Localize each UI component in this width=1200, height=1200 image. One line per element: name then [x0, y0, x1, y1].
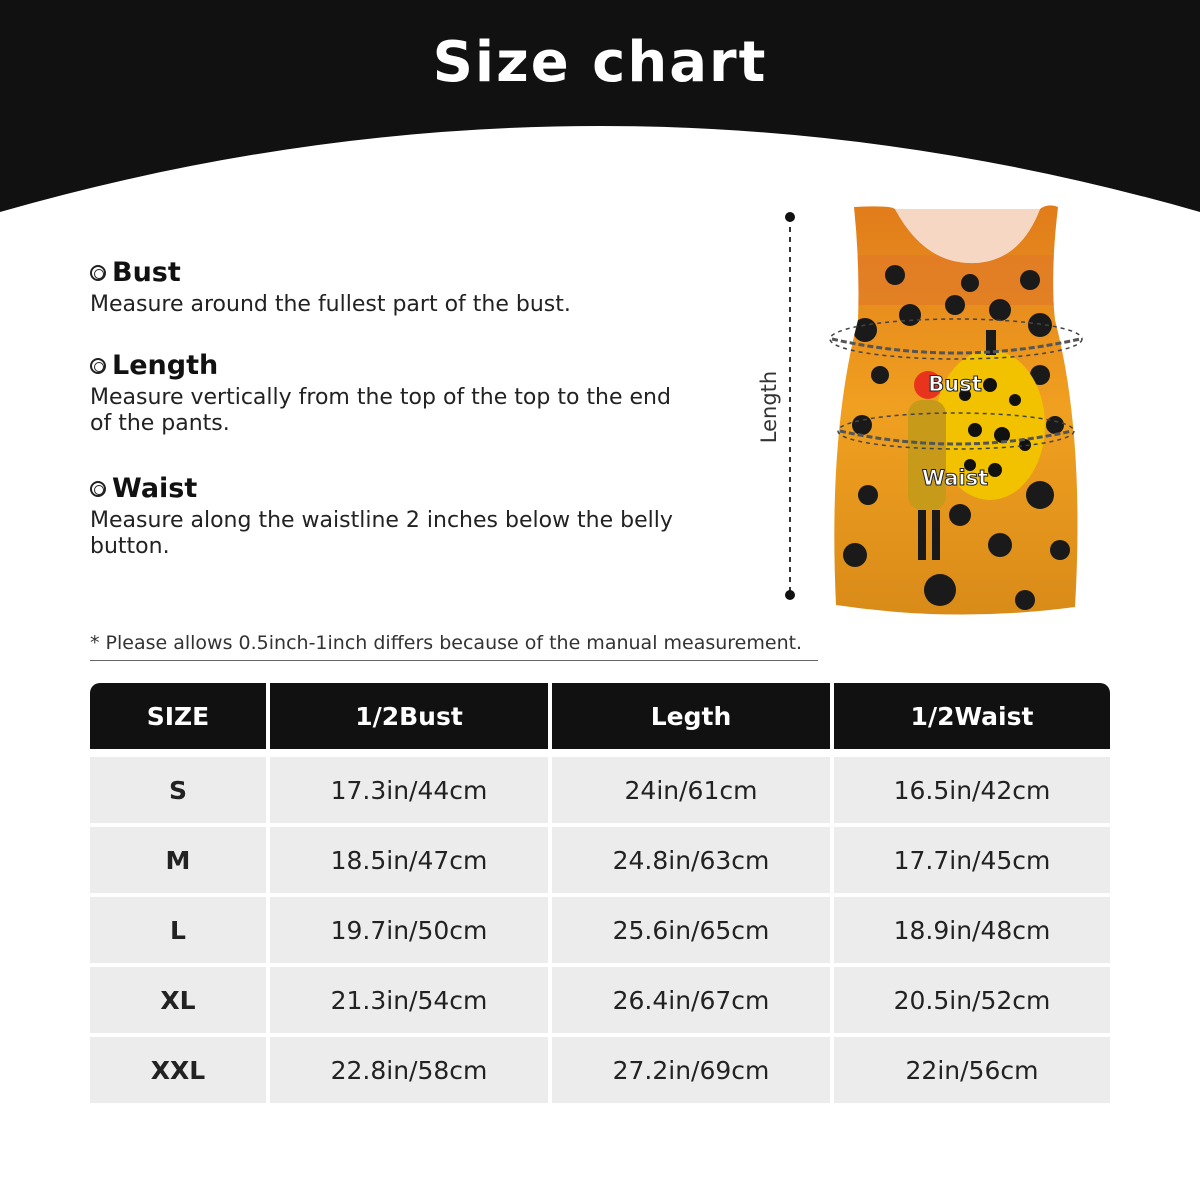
- waist-cell: 18.9in/48cm: [834, 897, 1110, 963]
- size-cell: XL: [90, 967, 266, 1033]
- length-cell: 24in/61cm: [552, 757, 830, 823]
- size-cell: XXL: [90, 1037, 266, 1103]
- table-row: [90, 827, 1110, 893]
- bust-cell: 17.3in/44cm: [270, 757, 548, 823]
- measure-waist: [90, 473, 710, 560]
- waist-cell: 22in/56cm: [834, 1037, 1110, 1103]
- size-cell: M: [90, 827, 266, 893]
- header-waist: 1/2Waist: [834, 683, 1110, 749]
- circle-bullet-icon: [90, 265, 106, 281]
- length-cell: 26.4in/67cm: [552, 967, 830, 1033]
- measurement-note: * Please allows 0.5inch-1inch differs because of the manual measurement.: [90, 632, 818, 661]
- table-row: [90, 967, 1110, 1033]
- bust-cell: 18.5in/47cm: [270, 827, 548, 893]
- length-cell: 25.6in/65cm: [552, 897, 830, 963]
- waist-cell: 20.5in/52cm: [834, 967, 1110, 1033]
- waist-cell: 17.7in/45cm: [834, 827, 1110, 893]
- bust-label: Bust: [928, 372, 982, 396]
- measure-bust: [90, 257, 730, 318]
- measure-title: Waist: [112, 473, 198, 504]
- bust-cell: 19.7in/50cm: [270, 897, 548, 963]
- length-cell: 24.8in/63cm: [552, 827, 830, 893]
- size-table: [90, 683, 1110, 1103]
- measure-description: Measure around the fullest part of the bust.: [90, 292, 571, 317]
- measure-title: Bust: [112, 257, 181, 288]
- measure-description: Measure along the waistline 2 inches below the belly button.: [90, 508, 673, 559]
- length-label: Length: [757, 370, 781, 444]
- waist-label: Waist: [921, 466, 989, 490]
- length-cell: 27.2in/69cm: [552, 1037, 830, 1103]
- size-cell: S: [90, 757, 266, 823]
- measure-length: [90, 350, 690, 437]
- header-length: Legth: [552, 683, 830, 749]
- measure-title: Length: [112, 350, 219, 381]
- table-row: [90, 897, 1110, 963]
- tank-top-illustration: [740, 195, 1140, 625]
- header-size: SIZE: [90, 683, 266, 749]
- circle-bullet-icon: [90, 481, 106, 497]
- table-header-row: [90, 683, 1110, 749]
- table-row: [90, 1037, 1110, 1103]
- page-title: Size chart: [432, 30, 768, 95]
- measure-description: Measure vertically from the top of the top to the end of the pants.: [90, 385, 671, 436]
- bust-cell: 22.8in/58cm: [270, 1037, 548, 1103]
- table-row: [90, 757, 1110, 823]
- header-bust: 1/2Bust: [270, 683, 548, 749]
- circle-bullet-icon: [90, 358, 106, 374]
- size-cell: L: [90, 897, 266, 963]
- waist-cell: 16.5in/42cm: [834, 757, 1110, 823]
- bust-cell: 21.3in/54cm: [270, 967, 548, 1033]
